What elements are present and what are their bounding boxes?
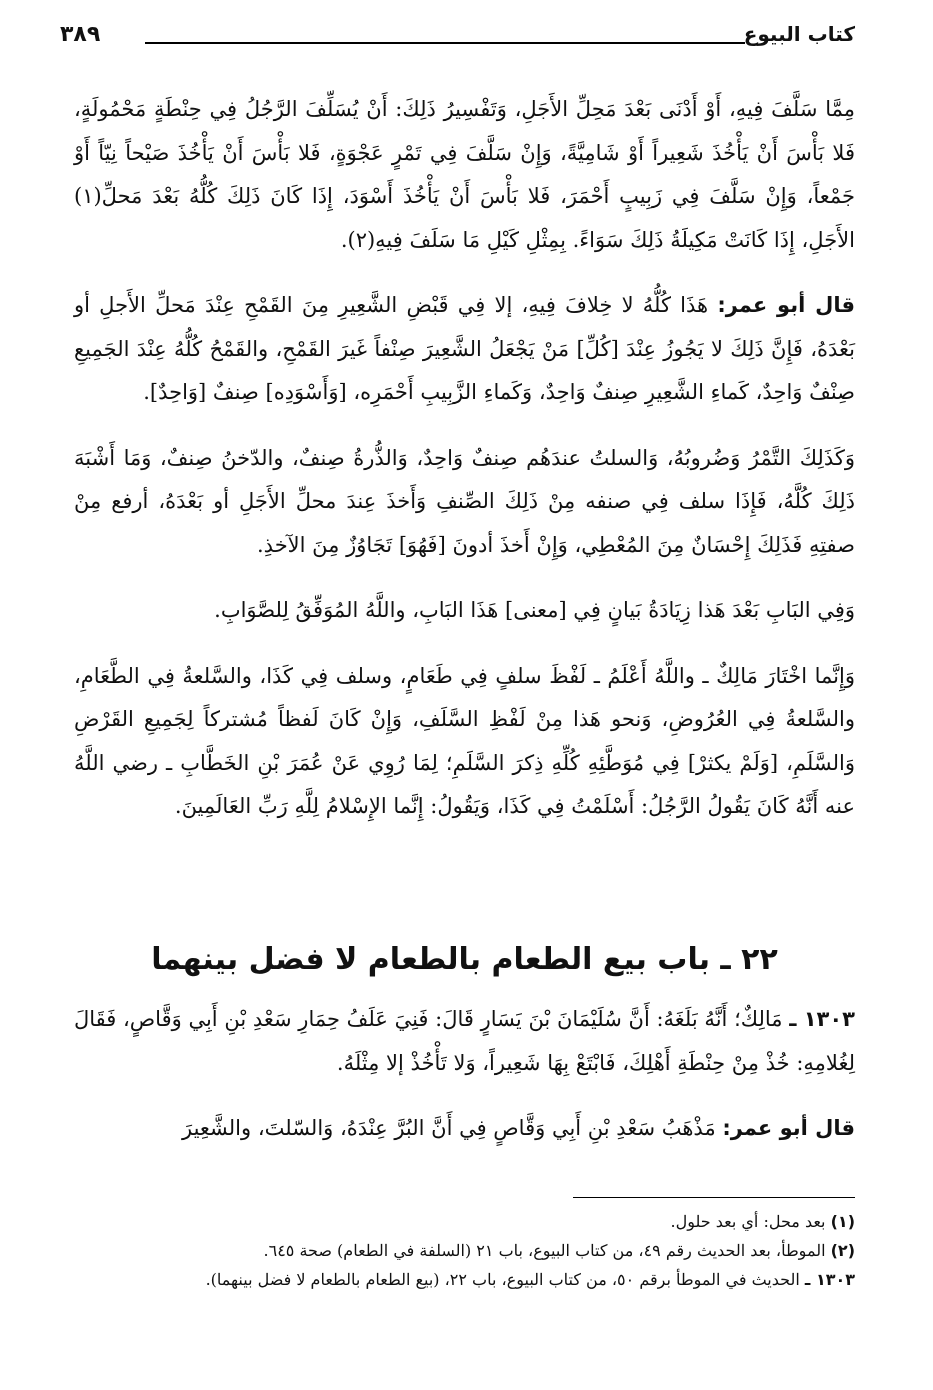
footnote <box>74 1208 855 1235</box>
paragraph <box>74 998 855 1085</box>
paragraph-text: وَكَذَلِكَ التَّمْرُ وَضُروبُهُ، وَالسلتُ عندَهُم صِنفٌ وَاحِدٌ، وَالذُّرةُ صِنفٌ، والدّخنُ صِنفٌ، وَمَا أَشْبَهَ ذَلِكَ كُلَّهُ، فَإِذَا سلف فِي صنفه مِنْ ذَلِكَ الصِّنفِ وَأَخذَ عِندَ محلِّ الأَجَلِ أو بَعْدَهُ، أرفع مِنْ صفتِهِ فَذَلِكَ إِحْسَانٌ مِنَ المُعْطِي، وَإِنْ أَخذَ أدونَ [فَهُوَ] تَجَاوُزٌ مِنَ الآخذِ. <box>74 445 855 557</box>
paragraph-text: مِمَّا سَلَّفَ فِيهِ، أَوْ أَدْنَى بَعْدَ مَحِلِّ الأَجَلِ، وَتَفْسِيرُ ذَلِكَ: أَنْ يُسَلِّفَ الرَّجُلُ فِي حِنْطَةٍ مَحْمُولَةٍ، فَلا بَأْسَ أَنْ يَأْخُذَ شَعِيراً أَوْ شَامِيَّةً، وَإِنْ سَلَّفَ فِي تَمْرٍ عَجْوَةٍ، فَلا بَأْسَ أَنْ يَأْخُذَ صَيْحاً نِيّاً أَوْ جَمْعاً، وَإِنْ سَلَّفَ فِي زَبِيبٍ أَحْمَرَ، فَلا بَأْسَ أَنْ يَأْخُذَ أَسْوَدَ، إِذَا كَانَ ذَلِكَ كُلُّهُ بَعْدَ مَحلِّ(١) الأَجَلِ، إِذَا كَانَتْ مَكِيلَةُ ذَلِكَ سَوَاءً. بِمِثْلِ كَيْلِ مَا سَلَفَ فِيهِ(٢). <box>74 97 855 252</box>
page-header <box>60 22 855 56</box>
running-title: كتاب البيوع <box>743 22 855 46</box>
hadith-number: ١٣٠٣ ـ <box>789 1007 855 1031</box>
footnote-number: ١٣٠٣ ـ <box>804 1270 855 1289</box>
paragraph-text: وَفِي البَابِ بَعْدَ هَذا زِيَادَةُ بَيانٍ فِي [معنى] هَذَا البَابِ، واللَّهُ المُوَفِّقُ لِلصَّوَابِ. <box>214 598 855 622</box>
main-text <box>74 88 855 851</box>
paragraph <box>74 437 855 568</box>
footnote <box>74 1266 855 1293</box>
paragraph-lead: قال أبو عمر: <box>722 1116 855 1140</box>
chapter-text <box>74 998 855 1173</box>
paragraph <box>74 589 855 633</box>
paragraph <box>74 284 855 415</box>
paragraph-lead: قال أبو عمر: <box>717 293 855 317</box>
paragraph <box>74 88 855 262</box>
header-rule <box>145 42 745 44</box>
page-number: ٣٨٩ <box>60 22 101 47</box>
paragraph-text: مَذْهَبُ سَعْدِ بْنِ أَبِي وَقَّاصٍ فِي أَنَّ البُرَّ عِنْدَهُ، وَالسّلتَ، والشَّعِيرَ <box>182 1116 723 1140</box>
paragraph-text: وَإِنَّما اخْتَارَ مَالِكٌ ـ واللَّهُ أَعْلَمُ ـ لَفْظَ سلفٍ فِي طَعَامٍ، وسلف فِي كَذَا، والسَّلعةُ فِي الطَّعَامِ، والسَّلعةُ فِي العُرُوضِ، وَنحو هَذا مِنْ لَفْظِ السَّلَفِ، وَإِنْ كَانَ لَفظاً مُشتركاً لِجَمِيعِ القَرْضِ وَالسَّلَمِ، [وَلَمْ يكثرْ] فِي مُوَطَّئِهِ كُلِّهِ ذِكرَ السَّلَمِ؛ لِمَا رُوِي عَنْ عُمَرَ بْنِ الخَطَّابِ ـ رضي اللَّهُ عنه أَنَّهُ كَانَ يَقُولُ الرَّجُلُ: أَسْلَمْتُ فِي كَذَا، وَيَقُولُ: إِنَّما الإِسْلامُ لِلَّهِ رَبِّ العَالَمِينَ. <box>74 663 855 818</box>
footnote-text: بعد محل: أي بعد حلول. <box>670 1212 826 1231</box>
paragraph-text: هَذَا كُلُّهُ لا خِلافَ فِيهِ، إلا فِي قَبْضِ الشَّعِيرِ مِنَ القَمْحِ عِنْدَ مَحلِّ الأَجلِ أو بَعْدَهُ، فَإِنَّ ذَلِكَ لا يَجُوزُ عِنْدَ [كُلِّ] مَنْ يَجْعَلُ الشَّعِيرَ صِنْفاً غَيرَ القَمْحِ، والقَمْحُ كُلُّهُ عِنْدَ الجَمِيعِ صِنْفٌ وَاحِدٌ، كَماءِ الشَّعِيرِ صِنفٌ وَاحِدٌ، وَكَماءِ الزَّبِيبِ أَحْمَرِه، [وَأَسْوَدِه] صِنفٌ [وَاحِدٌ]. <box>74 293 855 404</box>
paragraph-text: مَالِكٌ؛ أَنَّهُ بَلَغَهُ: أَنَّ سُلَيْمَانَ بْنَ يَسَارٍ قَالَ: فَنِيَ عَلَفُ حِمَارِ سَعْدِ بْنِ أَبِي وَقَّاصٍ، فَقَالَ لِغُلامِهِ: خُذْ مِنْ حِنْطَةِ أَهْلِكَ، فَابْتَعْ بِهَا شَعِيراً، وَلا تَأْخُذْ إلا مِثْلَهُ. <box>74 1007 855 1075</box>
chapter-heading: ٢٢ ـ باب بيع الطعام بالطعام لا فضل بينهما <box>151 942 778 977</box>
footnotes <box>74 1208 855 1295</box>
footnote-text: الموطأ، بعد الحديث رقم ٤٩، من كتاب البيوع، باب ٢١ (السلفة في الطعام) صحة ٦٤٥. <box>263 1241 826 1260</box>
footnote-text: الحديث في الموطأ برقم ٥٠، من كتاب البيوع، باب ٢٢، (بيع الطعام بالطعام لا فضل بينهما). <box>205 1270 800 1289</box>
footnote-number: (٢) <box>830 1241 855 1260</box>
paragraph <box>74 1107 855 1151</box>
paragraph <box>74 655 855 829</box>
footnote-number: (١) <box>830 1212 855 1231</box>
footnote <box>74 1237 855 1264</box>
footnote-separator <box>573 1197 855 1198</box>
